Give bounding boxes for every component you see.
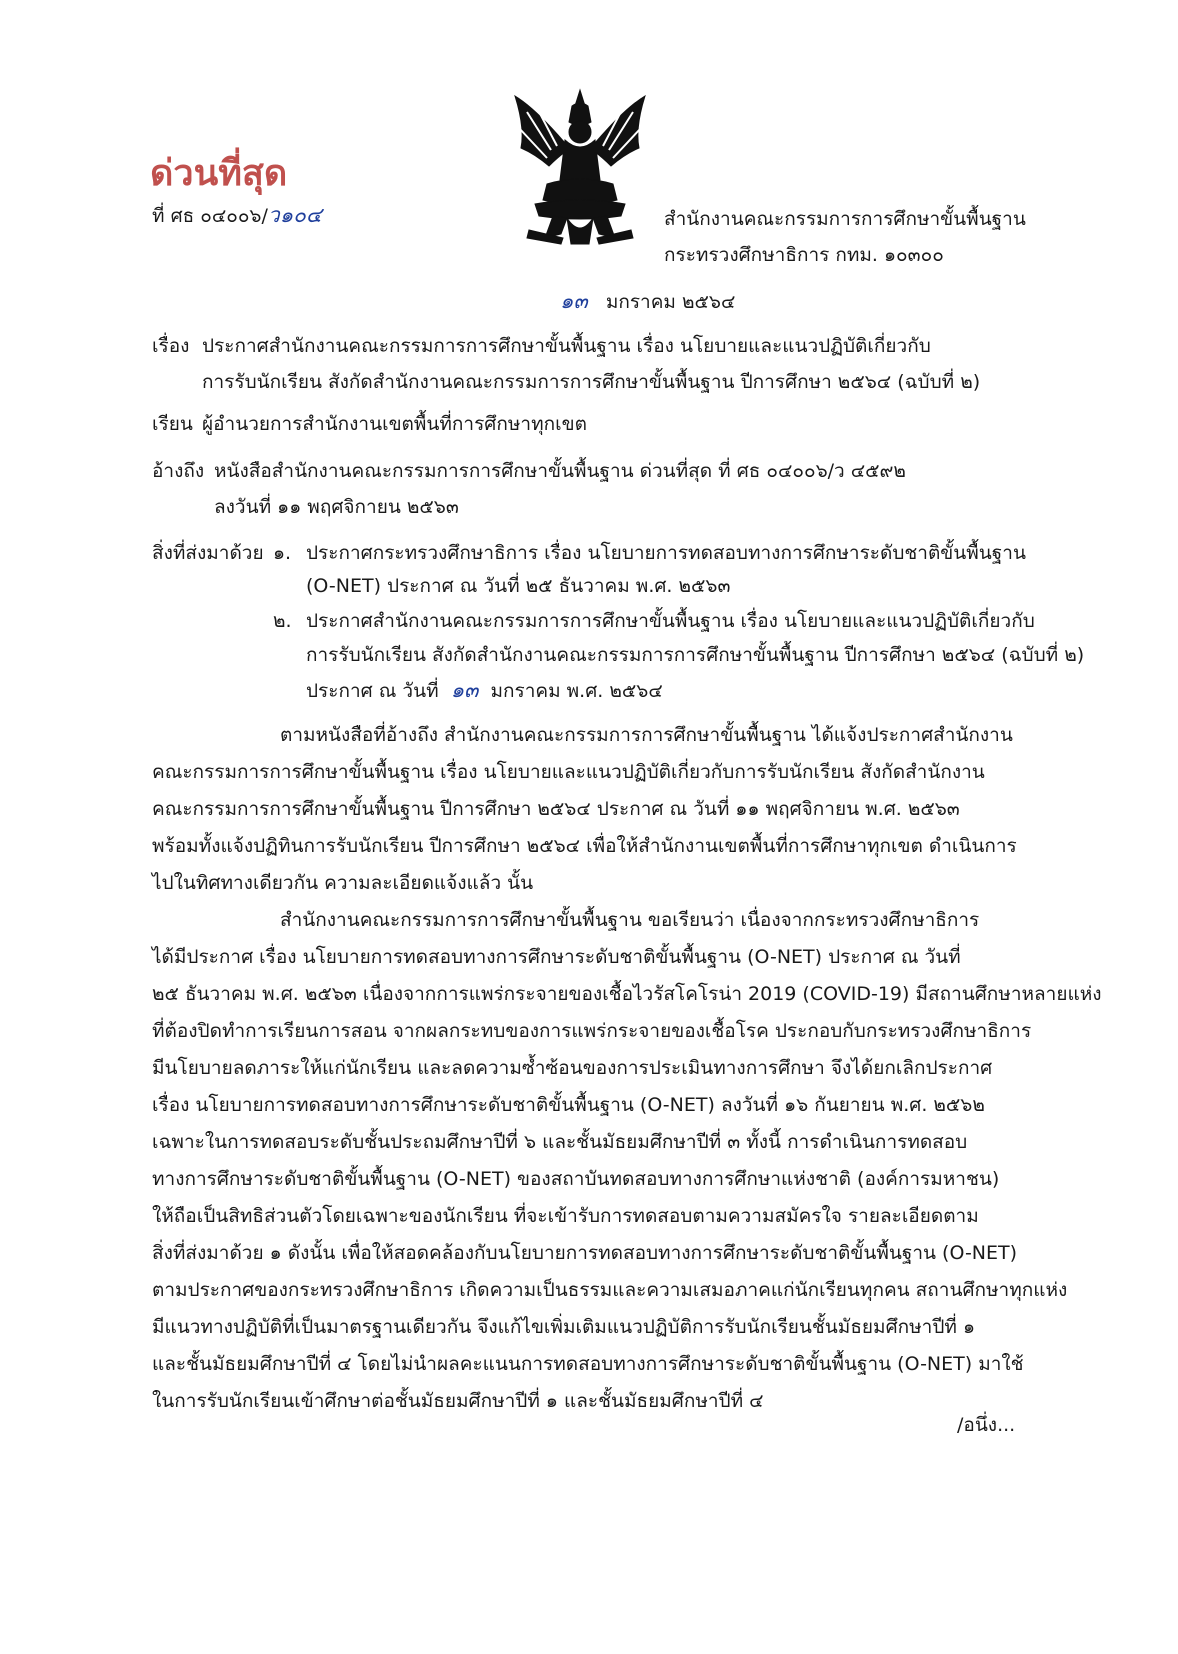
addressee: ผู้อำนวยการสำนักงานเขตพื้นที่การศึกษาทุกเขต xyxy=(202,413,587,435)
paragraph-line: คณะกรรมการการศึกษาขั้นพื้นฐาน ปีการศึกษา ๒๕๖๔ ประกาศ ณ วันที่ ๑๑ พฤศจิกายน พ.ศ. ๒๕๖๓ xyxy=(152,798,960,820)
addressee-label: เรียน xyxy=(152,413,193,435)
garuda-emblem-icon xyxy=(505,88,655,248)
paragraph-line: สิ่งที่ส่งมาด้วย ๑ ดังนั้น เพื่อให้สอดคล้องกับนโยบายการทดสอบทางการศึกษาระดับชาติขั้นพื้นฐาน (O-NET) xyxy=(152,1242,1018,1264)
enclosure-2-number: ๒. xyxy=(273,610,292,632)
issuing-organization: สำนักงานคณะกรรมการการศึกษาขั้นพื้นฐาน xyxy=(664,208,1026,230)
paragraph-line: เฉพาะในการทดสอบระดับชั้นประถมศึกษาปีที่ ๖ และชั้นมัธยมศึกษาปีที่ ๓ ทั้งนี้ การดำเนินการทดสอบ xyxy=(152,1131,968,1153)
enclosures-label: สิ่งที่ส่งมาด้วย xyxy=(152,542,264,564)
enclosure-2-line-1: ประกาศสำนักงานคณะกรรมการการศึกษาขั้นพื้นฐาน เรื่อง นโยบายและแนวปฏิบัติเกี่ยวกับ xyxy=(306,610,1035,632)
paragraph-line: มีแนวทางปฏิบัติที่เป็นมาตรฐานเดียวกัน จึงแก้ไขเพิ่มเติมแนวปฏิบัติการรับนักเรียนชั้นมัธยมศึกษาปีที่ ๑ xyxy=(152,1316,976,1338)
enclosure-1-line-2: (O-NET) ประกาศ ณ วันที่ ๒๕ ธันวาคม พ.ศ. ๒๕๖๓ xyxy=(306,575,731,597)
urgency-stamp: ด่วนที่สุด xyxy=(150,153,288,194)
document-reference-number xyxy=(152,203,322,228)
paragraph-line: เรื่อง นโยบายการทดสอบทางการศึกษาระดับชาติขั้นพื้นฐาน (O-NET) ลงวันที่ ๑๖ กันยายน พ.ศ. ๒๕๖๒ xyxy=(152,1094,985,1116)
enclosure-2-line-2: การรับนักเรียน สังกัดสำนักงานคณะกรรมการการศึกษาขั้นพื้นฐาน ปีการศึกษา ๒๕๖๔ (ฉบับที่ ๒) xyxy=(306,644,1085,666)
reference-label: อ้างถึง xyxy=(152,460,205,482)
enclosure-1-number: ๑. xyxy=(273,542,292,564)
organization-address: กระทรวงศึกษาธิการ กทม. ๑๐๓๐๐ xyxy=(664,244,944,266)
paragraph-line: ที่ต้องปิดทำการเรียนการสอน จากผลกระทบของการแพร่กระจายของเชื้อโรค ประกอบกับกระทรวงศึกษาธิการ xyxy=(152,1020,1032,1042)
paragraph-line: ทางการศึกษาระดับชาติขั้นพื้นฐาน (O-NET) ของสถาบันทดสอบทางการศึกษาแห่งชาติ (องค์การมหาชน) xyxy=(152,1168,1000,1190)
subject-line-2: การรับนักเรียน สังกัดสำนักงานคณะกรรมการการศึกษาขั้นพื้นฐาน ปีการศึกษา ๒๕๖๔ (ฉบับที่ ๒) xyxy=(202,371,981,393)
enclosure-2-date-prefix: ประกาศ ณ วันที่ xyxy=(306,680,439,702)
document-date xyxy=(560,289,735,314)
enclosure-2-handwritten-day: ๑๓ xyxy=(450,678,479,702)
reference-prefix: ที่ ศธ ๐๔๐๐๖/ xyxy=(152,205,268,227)
paragraph-line: ๒๕ ธันวาคม พ.ศ. ๒๕๖๓ เนื่องจากการแพร่กระจายของเชื้อไวรัสโคโรน่า 2019 (COVID-19) มีสถานศึกษาหลายแห่ง xyxy=(152,983,1102,1005)
paragraph-line: สำนักงานคณะกรรมการการศึกษาขั้นพื้นฐาน ขอเรียนว่า เนื่องจากกระทรวงศึกษาธิการ xyxy=(280,909,980,931)
enclosure-2-line-3 xyxy=(306,678,663,703)
paragraph-line: ในการรับนักเรียนเข้าศึกษาต่อชั้นมัธยมศึกษาปีที่ ๑ และชั้นมัธยมศึกษาปีที่ ๔ xyxy=(152,1390,764,1412)
paragraph-line: ตามประกาศของกระทรวงศึกษาธิการ เกิดความเป็นธรรมและความเสมอภาคแก่นักเรียนทุกคน สถานศึกษาทุกแห่ง xyxy=(152,1279,1068,1301)
body-paragraph-1 xyxy=(152,717,1072,902)
date-month-year: มกราคม ๒๕๖๔ xyxy=(605,291,736,313)
paragraph-line: ให้ถือเป็นสิทธิส่วนตัวโดยเฉพาะของนักเรียน ที่จะเข้ารับการทดสอบตามความสมัครใจ รายละเอียดตาม xyxy=(152,1205,979,1227)
paragraph-line: และชั้นมัธยมศึกษาปีที่ ๔ โดยไม่นำผลคะแนนการทดสอบทางการศึกษาระดับชาติขั้นพื้นฐาน (O-NET) มาใช้ xyxy=(152,1353,1024,1375)
enclosure-2-date-suffix: มกราคม พ.ศ. ๒๕๖๔ xyxy=(490,680,663,702)
paragraph-line: ตามหนังสือที่อ้างถึง สำนักงานคณะกรรมการการศึกษาขั้นพื้นฐาน ได้แจ้งประกาศสำนักงาน xyxy=(280,724,1013,746)
paragraph-line: ไปในทิศทางเดียวกัน ความละเอียดแจ้งแล้ว นั้น xyxy=(152,872,534,894)
enclosure-1-line-1: ประกาศกระทรวงศึกษาธิการ เรื่อง นโยบายการทดสอบทางการศึกษาระดับชาติขั้นพื้นฐาน xyxy=(306,542,1026,564)
body-paragraph-2 xyxy=(152,902,1102,1420)
paragraph-line: พร้อมทั้งแจ้งปฏิทินการรับนักเรียน ปีการศึกษา ๒๕๖๔ เพื่อให้สำนักงานเขตพื้นที่การศึกษาทุกเขต ดำเนินการ xyxy=(152,835,1017,857)
reference-line-2: ลงวันที่ ๑๑ พฤศจิกายน ๒๕๖๓ xyxy=(214,496,459,518)
paragraph-line: มีนโยบายลดภาระให้แก่นักเรียน และลดความซ้ำซ้อนของการประเมินทางการศึกษา จึงได้ยกเลิกประกาศ xyxy=(152,1057,993,1079)
page-continuation: /อนึ่ง... xyxy=(957,1414,1016,1436)
handwritten-reference: ว๑๐๔ xyxy=(267,203,322,227)
handwritten-day: ๑๓ xyxy=(560,289,588,313)
paragraph-line: ได้มีประกาศ เรื่อง นโยบายการทดสอบทางการศึกษาระดับชาติขั้นพื้นฐาน (O-NET) ประกาศ ณ วันที่ xyxy=(152,946,961,968)
subject-line-1: ประกาศสำนักงานคณะกรรมการการศึกษาขั้นพื้นฐาน เรื่อง นโยบายและแนวปฏิบัติเกี่ยวกับ xyxy=(202,335,931,357)
paragraph-line: คณะกรรมการการศึกษาขั้นพื้นฐาน เรื่อง นโยบายและแนวปฏิบัติเกี่ยวกับการรับนักเรียน สังกัดสำนักงาน xyxy=(152,761,985,783)
subject-label: เรื่อง xyxy=(152,335,190,357)
reference-line-1: หนังสือสำนักงานคณะกรรมการการศึกษาขั้นพื้นฐาน ด่วนที่สุด ที่ ศธ ๐๔๐๐๖/ว ๔๕๙๒ xyxy=(214,460,906,482)
